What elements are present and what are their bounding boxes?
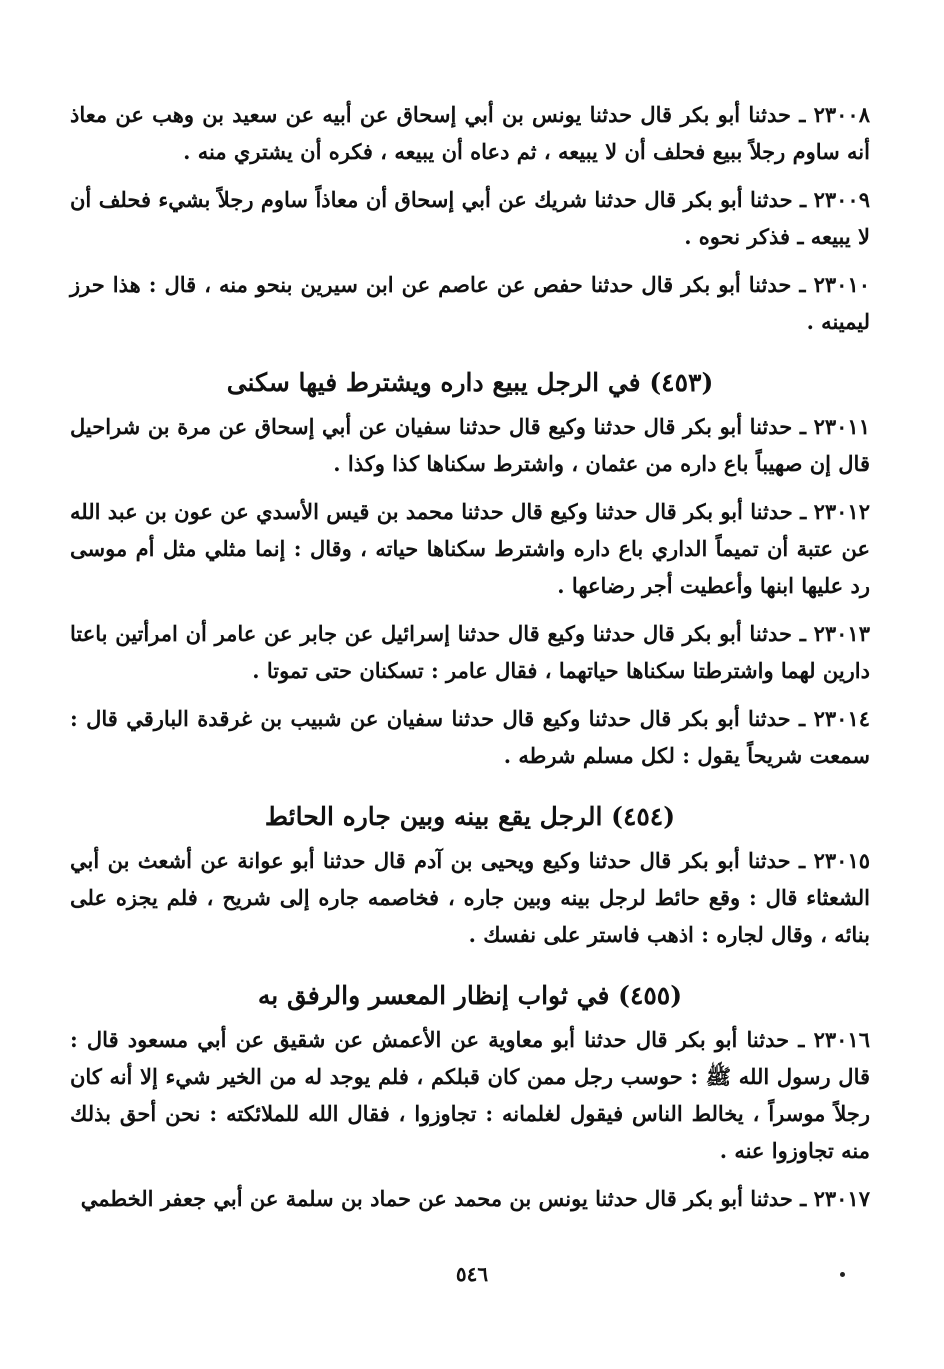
hadith-paragraph <box>70 1180 870 1217</box>
hadith-text: ـ حدثنا أبو بكر قال حدثنا وكيع ويحيى بن آدم قال حدثنا أبو عوانة عن أشعث بن أبي الشعثاء قال : وقع حائط لرجل بينه وبين جاره ، فخاصمه جاره إلى شريح ، فلم يجزه على بنائه ، وقال لجاره : اذهب فاستر على نفسك . <box>70 848 870 947</box>
hadith-paragraph <box>70 493 870 604</box>
hadith-paragraph <box>70 181 870 255</box>
hadith-text: ـ حدثنا أبو بكر قال حدثنا يونس بن أبي إسحاق عن أبيه عن سعيد بن وهب عن معاذ أنه ساوم رجلاً ببيع فحلف أن لا يبيعه ، ثم دعاه أن يبيعه ، فكره أن يشتري منه . <box>70 102 870 164</box>
hadith-number: ٢٣٠٠٩ <box>813 187 870 212</box>
hadith-text: ـ حدثنا أبو بكر قال حدثنا وكيع قال حدثنا إسرائيل عن جابر عن عامر أن امرأتين باعتا دارين لهما واشترطتا سكناها حياتهما ، فقال عامر : تسكنان حتى تموتا . <box>70 621 870 683</box>
hadith-paragraph <box>70 615 870 689</box>
hadith-number: ٢٣٠١٤ <box>813 706 871 731</box>
hadith-number: ٢٣٠١٢ <box>813 499 870 524</box>
hadith-paragraph <box>70 842 870 953</box>
hadith-number: ٢٣٠١٠ <box>813 272 871 297</box>
hadith-number: ٢٣٠١٧ <box>813 1186 870 1211</box>
hadith-paragraph <box>70 96 870 170</box>
section-heading: (٤٥٥) في ثواب إنظار المعسر والرفق به <box>257 981 683 1010</box>
hadith-paragraph <box>70 1021 870 1169</box>
hadith-number: ٢٣٠١٣ <box>813 621 870 646</box>
hadith-paragraph <box>70 408 870 482</box>
hadith-text: ـ حدثنا أبو بكر قال حدثنا وكيع قال حدثنا سفيان عن أبي إسحاق عن مرة بن شراحيل قال إن صهيباً باع داره من عثمان ، واشترط سكناها كذا وكذا . <box>70 414 870 476</box>
hadith-text: ـ حدثنا أبو بكر قال حدثنا أبو معاوية عن الأعمش عن شقيق عن أبي مسعود قال : قال رسول الله ﷺ : حوسب رجل ممن كان قبلكم ، فلم يوجد له من الخير شيء إلا أنه كان رجلاً موسراً ، يخالط الناس فيقول لغلمانه : تجاوزوا ، فقال الله للملائكته : نحن أحق بذلك منه تجاوزوا عنه . <box>70 1027 870 1163</box>
hadith-number: ٢٣٠٠٨ <box>813 102 870 127</box>
hadith-text: ـ حدثنا أبو بكر قال حدثنا حفص عن عاصم عن ابن سيرين بنحو منه ، قال : هذا حرز ليمينه . <box>70 272 870 334</box>
hadith-text: ـ حدثنا أبو بكر قال حدثنا وكيع قال حدثنا محمد بن قيس الأسدي عن عون بن عبد الله عن عتبة أن تميماً الداري باع داره واشترط سكناها حياته ، وقال : إنما مثلي مثل أم موسى رد عليها ابنها وأعطيت أجر رضاعها . <box>70 499 870 598</box>
hadith-number: ٢٣٠١١ <box>813 414 870 439</box>
hadith-number: ٢٣٠١٦ <box>813 1027 870 1052</box>
section-heading: (٤٥٤) الرجل يقع بينه وبين جاره الحائط <box>264 802 676 831</box>
hadith-text: ـ حدثنا أبو بكر قال حدثنا يونس بن محمد عن حماد بن سلمة عن أبي جعفر الخطمي <box>80 1186 807 1211</box>
hadith-paragraph <box>70 266 870 340</box>
page-number: ٥٤٦ <box>455 1262 489 1286</box>
hadith-text: ـ حدثنا أبو بكر قال حدثنا وكيع قال حدثنا سفيان عن شبيب بن غرقدة البارقي قال : سمعت شريحاً يقول : لكل مسلم شرطه . <box>70 706 870 768</box>
page-body <box>70 96 870 1228</box>
hadith-text: ـ حدثنا أبو بكر قال حدثنا شريك عن أبي إسحاق أن معاذاً ساوم رجلاً بشيء فحلف أن لا يبيعه ـ فذكر نحوه . <box>70 187 870 249</box>
hadith-number: ٢٣٠١٥ <box>813 848 871 873</box>
section-heading: (٤٥٣) في الرجل يبيع داره ويشترط فيها سكنى <box>226 368 714 397</box>
hadith-paragraph <box>70 700 870 774</box>
margin-dot <box>840 1272 845 1277</box>
